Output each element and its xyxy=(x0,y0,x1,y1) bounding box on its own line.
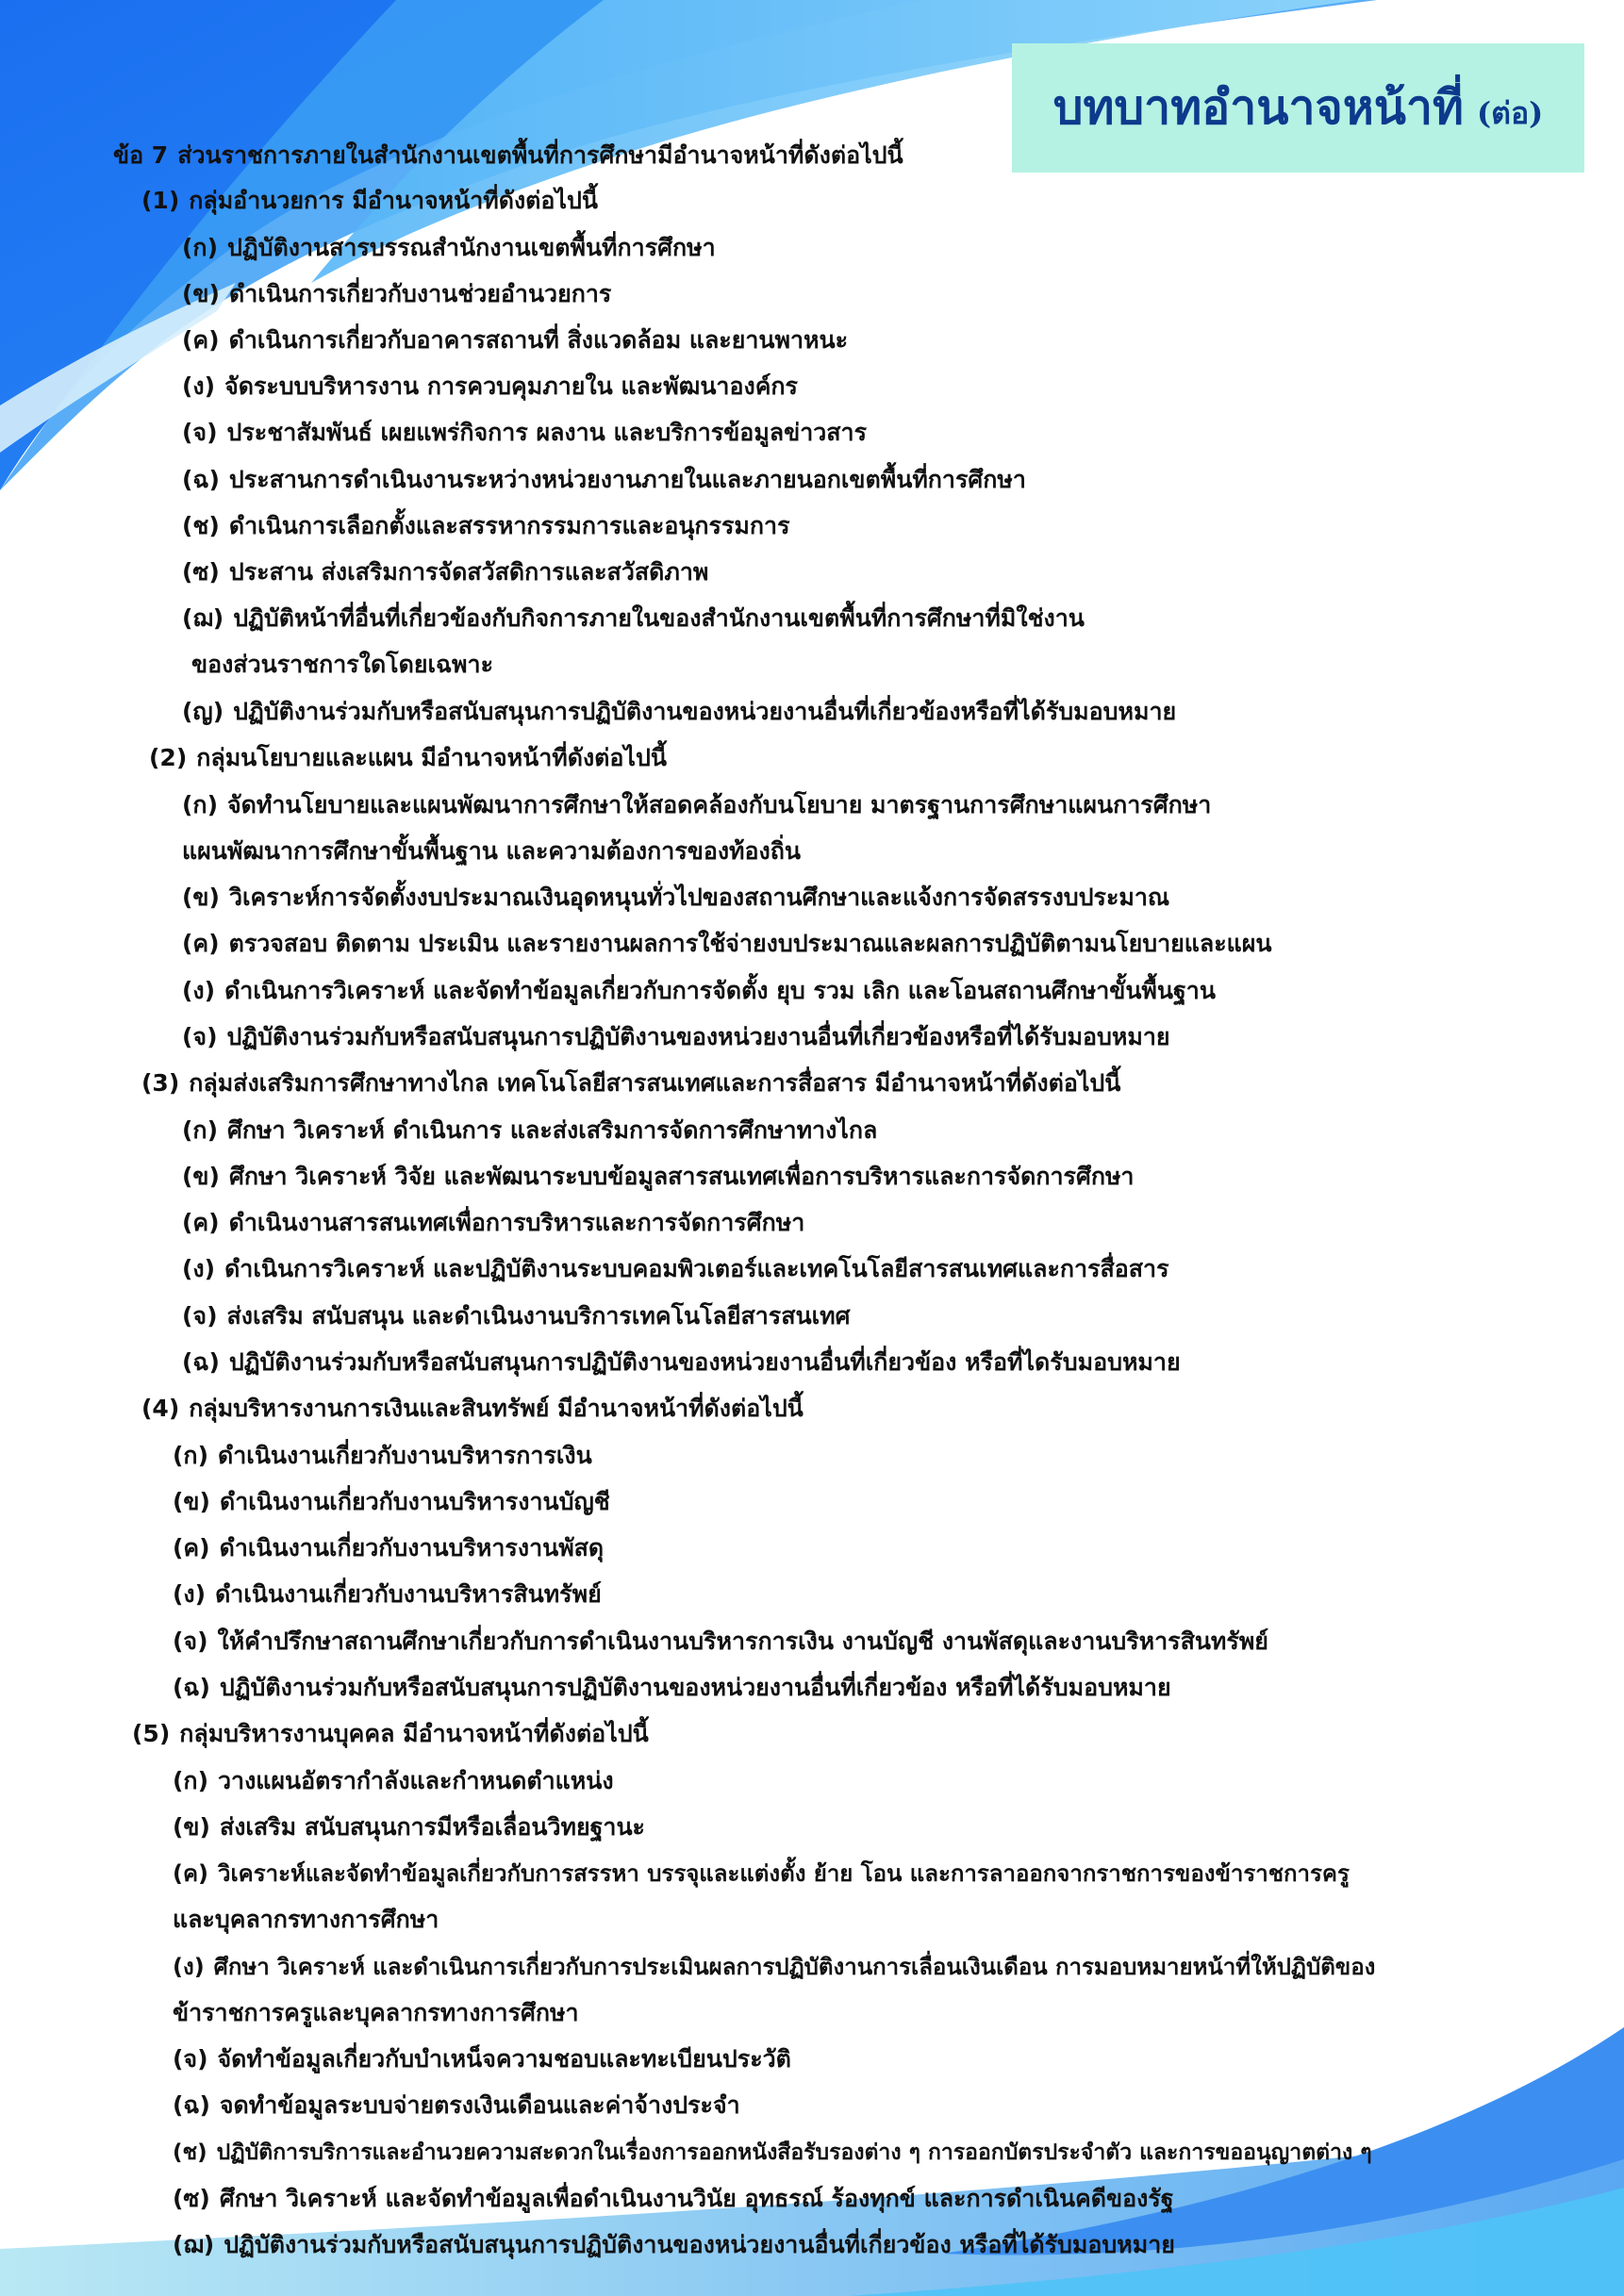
item-label: (ก) xyxy=(182,234,218,261)
item-text: ปฏิบัติงานร่วมกับหรือสนับสนุนการปฏิบัติงานของหน่วยงานอื่นที่เกี่ยวข้องหรือที่ได้รับมอบหมาย xyxy=(233,698,1177,725)
group-title: กลุ่มบริหารงานบุคคล มีอำนาจหน้าที่ดังต่อไปนี้ xyxy=(179,1720,649,1747)
list-item-continuation: ข้าราชการครูและบุคลากรทางการศึกษา xyxy=(173,1999,579,2026)
group-title: กลุ่มส่งเสริมการศึกษาทางไกล เทคโนโลยีสารสนเทศและการสื่อสาร มีอำนาจหน้าที่ดังต่อไปนี้ xyxy=(189,1069,1121,1097)
list-item xyxy=(173,1442,592,1470)
group-title: กลุ่มบริหารงานการเงินและสินทรัพย์ มีอำนาจหน้าที่ดังต่อไปนี้ xyxy=(189,1395,804,1422)
list-item xyxy=(182,930,1272,958)
clause-text: ส่วนราชการภายในสำนักงานเขตพื้นที่การศึกษามีอำนาจหน้าที่ดังต่อไปนี้ xyxy=(177,141,903,169)
item-label: (ก) xyxy=(182,1116,218,1144)
item-text: ดำเนินงานเกี่ยวกับงานบริหารงานพัสดุ xyxy=(219,1534,605,1561)
item-label: (ช) xyxy=(182,512,220,539)
item-label: (ฉ) xyxy=(173,2091,210,2119)
group-title: กลุ่มนโยบายและแผน มีอำนาจหน้าที่ดังต่อไปนี้ xyxy=(196,744,667,771)
list-item xyxy=(173,1534,604,1562)
list-item xyxy=(182,1163,1134,1191)
list-item xyxy=(173,1859,1350,1888)
list-item-continuation: แผนพัฒนาการศึกษาขั้นพื้นฐาน และความต้องการของท้องถิ่น xyxy=(182,837,801,865)
item-label: (ข) xyxy=(182,884,220,911)
item-text: ดำเนินการเลือกตั้งและสรรหากรรมการและอนุกรรมการ xyxy=(228,512,790,539)
group-number: (5) xyxy=(132,1720,171,1747)
item-text: วิเคราะห์การจัดตั้งงบประมาณเงินอุดหนุนทั่วไปของสถานศึกษาและแจ้งการจัดสรรงบประมาณ xyxy=(228,884,1170,911)
item-text: ประสานการดำเนินงานระหว่างหน่วยงานภายในและภายนอกเขตพื้นที่การศึกษา xyxy=(228,466,1026,493)
list-item xyxy=(173,1627,1268,1656)
item-text: ส่งเสริม สนับสนุนการมีหรือเลื่อนวิทยฐานะ xyxy=(219,1813,645,1841)
list-item xyxy=(173,2139,1372,2167)
group-heading xyxy=(141,1395,804,1423)
list-item xyxy=(182,791,1211,819)
item-label: (จ) xyxy=(182,1302,218,1330)
item-text: ดำเนินงานเกี่ยวกับงานบริหารการเงิน xyxy=(218,1442,592,1469)
item-text: ดำเนินงานสารสนเทศเพื่อการบริหารและการจัดการศึกษา xyxy=(228,1209,805,1236)
list-item xyxy=(173,1953,1375,1981)
item-label: (ช) xyxy=(173,2140,207,2165)
list-item xyxy=(182,466,1026,494)
item-label: (ค) xyxy=(173,1534,210,1561)
item-text: ศึกษา วิเคราะห์ ดำเนินการ และส่งเสริมการจัดการศึกษาทางไกล xyxy=(227,1116,878,1144)
item-label: (ง) xyxy=(173,1580,207,1608)
item-label: (ฌ) xyxy=(173,2231,215,2258)
item-text: ศึกษา วิเคราะห์ วิจัย และพัฒนาระบบข้อมูลสารสนเทศเพื่อการบริหารและการจัดการศึกษา xyxy=(228,1163,1135,1190)
list-item-continuation: และบุคลากรทางการศึกษา xyxy=(173,1906,439,1933)
item-text: ดำเนินการเกี่ยวกับอาคารสถานที่ สิ่งแวดล้อม และยานพาหนะ xyxy=(228,326,849,354)
item-label: (ค) xyxy=(182,1209,220,1236)
group-heading xyxy=(132,1720,649,1748)
item-label: (ง) xyxy=(182,1255,216,1282)
item-label: (ข) xyxy=(182,280,220,307)
item-text: ศึกษา วิเคราะห์ และดำเนินการเกี่ยวกับการประเมินผลการปฏิบัติงานการเลื่อนเงินเดือน การมอบหมายหน้าที่ให้ปฏิบัติของ xyxy=(213,1954,1376,1980)
item-label: (ฉ) xyxy=(182,466,220,493)
page-title-suffix: (ต่อ) xyxy=(1477,95,1544,131)
clause-number: ข้อ 7 xyxy=(113,141,169,169)
list-item xyxy=(182,372,798,401)
item-text: ดำเนินงานเกี่ยวกับงานบริหารงานบัญชี xyxy=(219,1488,610,1515)
list-item xyxy=(173,1813,645,1842)
item-label: (ฌ) xyxy=(182,604,224,632)
item-text: ส่งเสริม สนับสนุน และดำเนินงานบริการเทคโนโลยีสารสนเทศ xyxy=(226,1302,851,1330)
list-item xyxy=(182,884,1169,912)
list-item xyxy=(173,2045,791,2073)
item-text: จดทำข้อมูลระบบจ่ายตรงเงินเดือนและค่าจ้างประจำ xyxy=(219,2091,740,2119)
item-label: (ข) xyxy=(173,1488,210,1515)
item-text: ปฏิบัติงานร่วมกับหรือสนับสนุนการปฏิบัติงานของหน่วยงานอื่นที่เกี่ยวข้อง หรือที่ได้รับมอบหมาย xyxy=(219,1674,1171,1701)
item-text: ปฏิบัติหน้าที่อื่นที่เกี่ยวข้องกับกิจการภายในของสำนักงานเขตพื้นที่การศึกษาที่มิใช่งาน xyxy=(233,604,1085,632)
item-label: (ซ) xyxy=(182,558,220,586)
item-label: (ค) xyxy=(182,326,220,354)
item-label: (ง) xyxy=(173,1954,205,1980)
item-text: ปฏิบัติการบริการและอำนวยความสะดวกในเรื่องการออกหนังสือรับรองต่าง ๆ การออกบัตรประจำตัว และการขออนุญาตต่าง ๆ xyxy=(216,2140,1372,2165)
item-text: ปฏิบัติงานร่วมกับหรือสนับสนุนการปฏิบัติงานของหน่วยงานอื่นที่เกี่ยวข้อง หรือที่ได้รับมอบหมาย xyxy=(224,2231,1175,2258)
item-text: ดำเนินงานเกี่ยวกับงานบริหารสินทรัพย์ xyxy=(215,1580,602,1608)
group-heading xyxy=(149,744,667,772)
group-heading xyxy=(141,1069,1120,1098)
clause-heading xyxy=(113,141,903,170)
item-label: (ญ) xyxy=(182,698,224,725)
item-label: (ข) xyxy=(182,1163,220,1190)
group-number: (1) xyxy=(141,187,180,214)
list-item xyxy=(173,1767,614,1795)
item-label: (จ) xyxy=(182,419,218,446)
item-text: ปฏิบัติงานร่วมกับหรือสนับสนุนการปฏิบัติงานของหน่วยงานอื่นที่เกี่ยวข้อง หรือที่ไดรับมอบหมาย xyxy=(228,1348,1181,1376)
group-title: กลุ่มอำนวยการ มีอำนาจหน้าที่ดังต่อไปนี้ xyxy=(189,187,598,214)
list-item-continuation: ของส่วนราชการใดโดยเฉพาะ xyxy=(191,651,494,678)
item-label: (ฉ) xyxy=(173,1674,210,1701)
item-text: จัดทำนโยบายและแผนพัฒนาการศึกษาให้สอดคล้องกับนโยบาย มาตรฐานการศึกษาแผนการศึกษา xyxy=(227,791,1212,818)
item-text: ประสาน ส่งเสริมการจัดสวัสดิการและสวัสดิภาพ xyxy=(228,558,709,586)
list-item xyxy=(182,512,790,540)
item-label: (ฉ) xyxy=(182,1348,220,1376)
list-item xyxy=(173,1674,1171,1702)
item-label: (ง) xyxy=(182,977,216,1004)
list-item xyxy=(173,1488,610,1516)
group-number: (3) xyxy=(141,1069,180,1097)
list-item xyxy=(182,604,1085,633)
list-item xyxy=(182,1348,1181,1377)
item-text: จัดระบบบริหารงาน การควบคุมภายใน และพัฒนาองค์กร xyxy=(224,372,798,400)
item-text: ประชาสัมพันธ์ เผยแพร่กิจการ ผลงาน และบริการข้อมูลข่าวสาร xyxy=(226,419,868,446)
item-text: ตรวจสอบ ติดตาม ประเมิน และรายงานผลการใช้จ่ายงบประมาณและผลการปฏิบัติตามนโยบายและแผน xyxy=(228,930,1272,957)
item-text: ดำเนินการวิเคราะห์ และจัดทำข้อมูลเกี่ยวกับการจัดตั้ง ยุบ รวม เลิก และโอนสถานศึกษาขั้นพื้นฐาน xyxy=(224,977,1216,1004)
list-item xyxy=(182,698,1176,726)
item-label: (ค) xyxy=(182,930,220,957)
item-text: ดำเนินการเกี่ยวกับงานช่วยอำนวยการ xyxy=(228,280,612,307)
list-item xyxy=(182,1116,877,1145)
item-label: (ค) xyxy=(173,1860,208,1887)
item-text: จัดทำข้อมูลเกี่ยวกับบำเหน็จความชอบและทะเบียนประวัติ xyxy=(217,2045,791,2073)
list-item xyxy=(182,977,1216,1005)
item-label: (จ) xyxy=(182,1023,218,1050)
item-label: (ก) xyxy=(173,1442,208,1469)
item-text: ให้คำปรึกษาสถานศึกษาเกี่ยวกับการดำเนินงานบริหารการเงิน งานบัญชี งานพัสดุและงานบริหารสินทรัพย์ xyxy=(217,1627,1268,1655)
item-label: (ข) xyxy=(173,1813,210,1841)
group-number: (4) xyxy=(141,1395,180,1422)
item-text: ศึกษา วิเคราะห์ และจัดทำข้อมูลเพื่อดำเนินงานวินัย อุทธรณ์ ร้องทุกข์ และการดำเนินคดีของรัฐ xyxy=(219,2185,1174,2212)
item-text: ปฏิบัติงานสารบรรณสำนักงานเขตพื้นที่การศึกษา xyxy=(227,234,716,261)
list-item xyxy=(182,1209,804,1237)
list-item xyxy=(182,419,867,447)
item-text: ปฏิบัติงานร่วมกับหรือสนับสนุนการปฏิบัติงานของหน่วยงานอื่นที่เกี่ยวข้องหรือที่ได้รับมอบหมาย xyxy=(226,1023,1170,1050)
title-banner xyxy=(1012,43,1584,173)
list-item xyxy=(173,2185,1174,2213)
item-text: วิเคราะห์และจัดทำข้อมูลเกี่ยวกับการสรรหา บรรจุและแต่งตั้ง ย้าย โอน และการลาออกจากราชการของข้าราชการครู xyxy=(218,1860,1350,1887)
group-heading xyxy=(141,187,598,215)
item-text: วางแผนอัตรากำลังและกำหนดตำแหน่ง xyxy=(218,1767,614,1794)
list-item xyxy=(182,326,848,355)
group-number: (2) xyxy=(149,744,188,771)
item-label: (จ) xyxy=(173,2045,208,2073)
item-text: ดำเนินการวิเคราะห์ และปฏิบัติงานระบบคอมพิวเตอร์และเทคโนโลยีสารสนเทศและการสื่อสาร xyxy=(224,1255,1169,1282)
list-item xyxy=(173,1580,602,1609)
list-item xyxy=(173,2091,740,2120)
list-item xyxy=(182,234,716,262)
item-label: (จ) xyxy=(173,1627,208,1655)
list-item xyxy=(182,1255,1169,1283)
list-item xyxy=(182,558,708,586)
list-item xyxy=(182,1302,850,1330)
item-label: (ง) xyxy=(182,372,216,400)
item-label: (ก) xyxy=(182,791,218,818)
item-label: (ซ) xyxy=(173,2185,210,2212)
list-item xyxy=(182,1023,1170,1051)
item-label: (ก) xyxy=(173,1767,208,1794)
list-item xyxy=(173,2231,1175,2259)
page-title: บทบาทอำนาจหน้าที่ xyxy=(1052,79,1465,135)
list-item xyxy=(182,280,611,308)
